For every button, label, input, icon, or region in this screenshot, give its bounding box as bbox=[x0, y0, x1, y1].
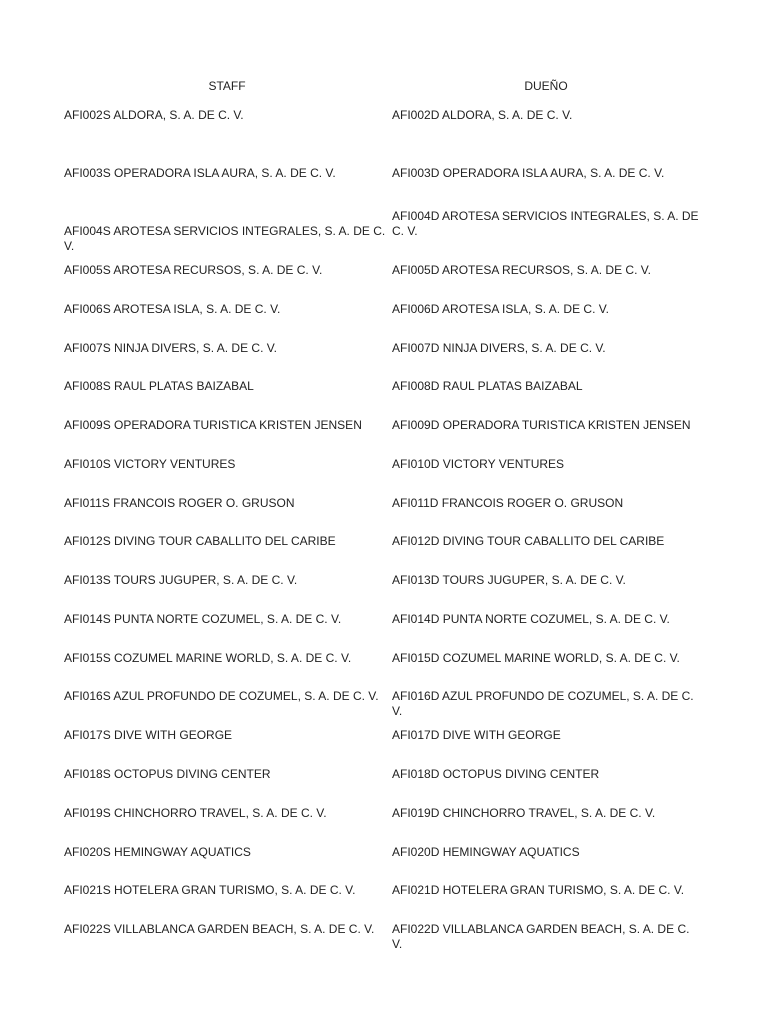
staff-entry: AFI003S OPERADORA ISLA AURA, S. A. DE C. V. bbox=[64, 166, 336, 180]
dueno-entry: AFI009D OPERADORA TURISTICA KRISTEN JENSEN bbox=[392, 418, 691, 432]
staff-entry: AFI017S DIVE WITH GEORGE bbox=[64, 728, 233, 742]
dueno-column-header: DUEÑO bbox=[524, 79, 568, 93]
staff-entry: AFI004S AROTESA SERVICIOS INTEGRALES, S. A. DE C. V. bbox=[64, 224, 386, 253]
staff-entry: AFI002S ALDORA, S. A. DE C. V. bbox=[64, 108, 244, 122]
staff-entry: AFI010S VICTORY VENTURES bbox=[64, 457, 236, 471]
staff-entry: AFI015S COZUMEL MARINE WORLD, S. A. DE C. V. bbox=[64, 651, 352, 665]
dueno-entry: AFI014D PUNTA NORTE COZUMEL, S. A. DE C. V. bbox=[392, 612, 670, 626]
staff-entry: AFI007S NINJA DIVERS, S. A. DE C. V. bbox=[64, 341, 277, 355]
dueno-entry: AFI011D FRANCOIS ROGER O. GRUSON bbox=[392, 496, 624, 510]
dueno-entry: AFI016D AZUL PROFUNDO DE COZUMEL, S. A. DE C. V. bbox=[392, 689, 694, 718]
dueno-entry: AFI010D VICTORY VENTURES bbox=[392, 457, 565, 471]
dueno-entry: AFI008D RAUL PLATAS BAIZABAL bbox=[392, 379, 583, 393]
dueno-entry: AFI005D AROTESA RECURSOS, S. A. DE C. V. bbox=[392, 263, 651, 277]
staff-entry: AFI006S AROTESA ISLA, S. A. DE C. V. bbox=[64, 302, 281, 316]
staff-entry: AFI021S HOTELERA GRAN TURISMO, S. A. DE C. V. bbox=[64, 883, 356, 897]
staff-entry: AFI014S PUNTA NORTE COZUMEL, S. A. DE C. V. bbox=[64, 612, 342, 626]
dueno-entry: AFI004D AROTESA SERVICIOS INTEGRALES, S. A. DE C. V. bbox=[392, 209, 699, 238]
staff-entry: AFI008S RAUL PLATAS BAIZABAL bbox=[64, 379, 254, 393]
dueno-entry: AFI007D NINJA DIVERS, S. A. DE C. V. bbox=[392, 341, 606, 355]
staff-entry: AFI018S OCTOPUS DIVING CENTER bbox=[64, 767, 271, 781]
staff-entry: AFI009S OPERADORA TURISTICA KRISTEN JENSEN bbox=[64, 418, 362, 432]
dueno-entry: AFI002D ALDORA, S. A. DE C. V. bbox=[392, 108, 573, 122]
dueno-entry: AFI017D DIVE WITH GEORGE bbox=[392, 728, 561, 742]
staff-entry: AFI011S FRANCOIS ROGER O. GRUSON bbox=[64, 496, 295, 510]
dueno-entry: AFI019D CHINCHORRO TRAVEL, S. A. DE C. V. bbox=[392, 806, 656, 820]
dueno-entry: AFI022D VILLABLANCA GARDEN BEACH, S. A. DE C. V. bbox=[392, 922, 690, 951]
staff-column-header: STAFF bbox=[208, 79, 246, 93]
dueno-entry: AFI021D HOTELERA GRAN TURISMO, S. A. DE C. V. bbox=[392, 883, 685, 897]
staff-entry: AFI005S AROTESA RECURSOS, S. A. DE C. V. bbox=[64, 263, 323, 277]
staff-entry: AFI020S HEMINGWAY AQUATICS bbox=[64, 845, 251, 859]
staff-entry: AFI012S DIVING TOUR CABALLITO DEL CARIBE bbox=[64, 534, 336, 548]
dueno-entry: AFI020D HEMINGWAY AQUATICS bbox=[392, 845, 580, 859]
staff-entry: AFI016S AZUL PROFUNDO DE COZUMEL, S. A. DE C. V. bbox=[64, 689, 379, 703]
dueno-entry: AFI006D AROTESA ISLA, S. A. DE C. V. bbox=[392, 302, 609, 316]
dueno-entry: AFI018D OCTOPUS DIVING CENTER bbox=[392, 767, 600, 781]
staff-entry: AFI022S VILLABLANCA GARDEN BEACH, S. A. DE C. V. bbox=[64, 922, 375, 936]
staff-entry: AFI013S TOURS JUGUPER, S. A. DE C. V. bbox=[64, 573, 298, 587]
staff-entry: AFI019S CHINCHORRO TRAVEL, S. A. DE C. V. bbox=[64, 806, 327, 820]
dueno-entry: AFI013D TOURS JUGUPER, S. A. DE C. V. bbox=[392, 573, 626, 587]
dueno-entry: AFI003D OPERADORA ISLA AURA, S. A. DE C. V. bbox=[392, 166, 665, 180]
dueno-entry: AFI012D DIVING TOUR CABALLITO DEL CARIBE bbox=[392, 534, 665, 548]
dueno-entry: AFI015D COZUMEL MARINE WORLD, S. A. DE C. V. bbox=[392, 651, 680, 665]
